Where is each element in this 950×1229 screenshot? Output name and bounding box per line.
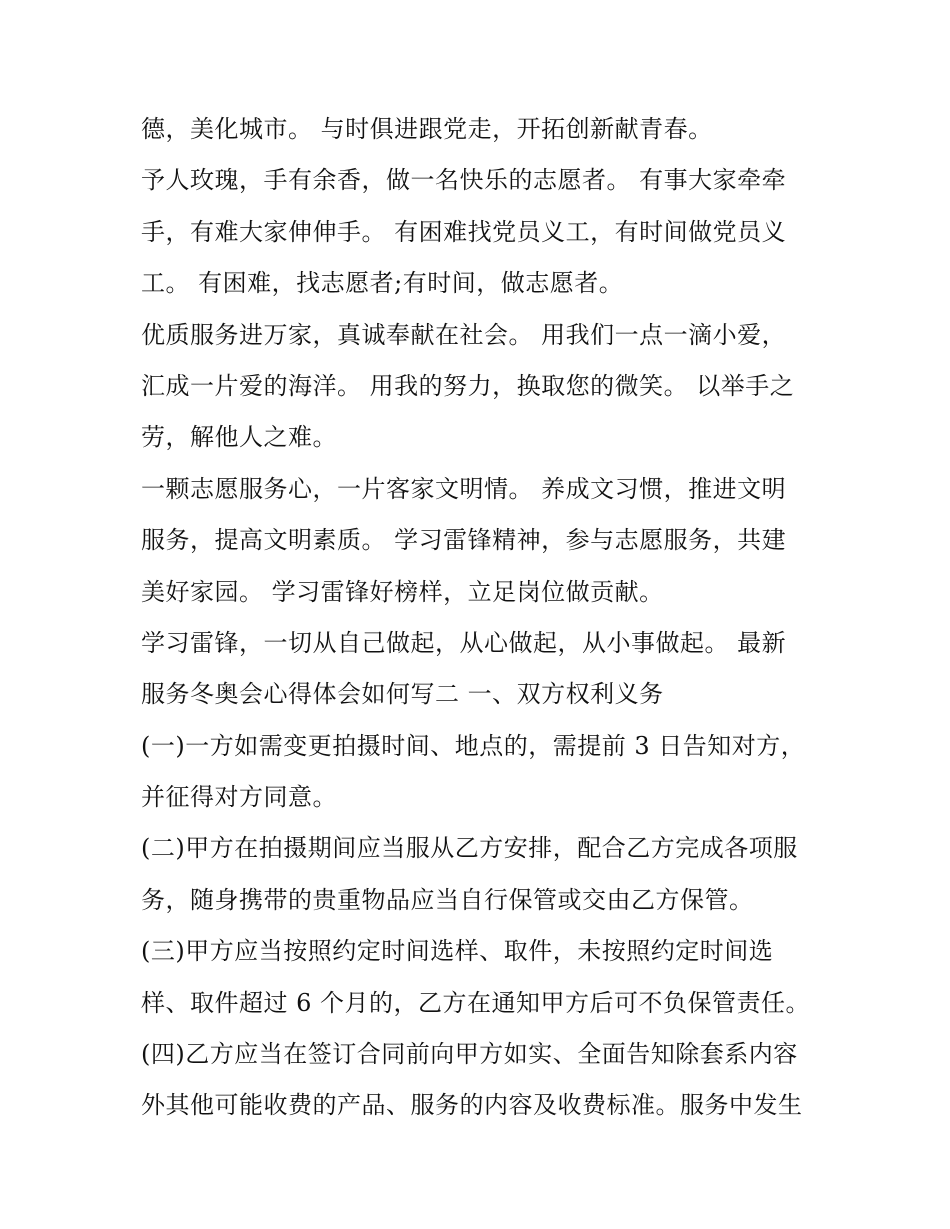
text-line: 德，美化城市。 与时俱进跟党走，开拓创新献青春。: [141, 115, 713, 143]
text-line: 学习雷锋，一切从自己做起，从心做起，从小事做起。 最新: [141, 628, 787, 657]
text-line: (二)甲方在拍摄期间应当服从乙方安排，配合乙方完成各项服: [141, 834, 798, 863]
text-line: 汇成一片爱的海洋。 用我的努力，换取您的微笑。 以举手之: [141, 371, 795, 400]
text-line: (四)乙方应当在签订合同前向甲方如实、全面告知除套系内容: [141, 1040, 798, 1069]
text-line: 服务，提高文明素质。 学习雷锋精神，参与志愿服务，共建: [141, 526, 787, 555]
text-line: (一)一方如需变更拍摄时间、地点的，需提前 3 日告知对方，: [141, 731, 806, 760]
text-line: 手，有难大家伸伸手。 有困难找党员义工，有时间做党员义: [141, 217, 787, 246]
document-body: [141, 104, 831, 1132]
text-line: 一颗志愿服务心，一片客家文明情。 养成文习惯，推进文明: [141, 474, 787, 503]
text-line: 美好家园。 学习雷锋好榜样，立足岗位做贡献。: [141, 577, 664, 606]
text-line: 样、取件超过 6 个月的，乙方在通知甲方后可不负保管责任。: [141, 988, 811, 1017]
text-line: 外其他可能收费的产品、服务的内容及收费标准。服务中发生: [141, 1091, 803, 1120]
text-line: (三)甲方应当按照约定时间选样、取件，未按照约定时间选: [141, 937, 774, 966]
text-line: 工。 有困难，找志愿者;有时间，做志愿者。: [141, 269, 624, 298]
text-line: 务，随身携带的贵重物品应当自行保管或交由乙方保管。: [141, 885, 754, 914]
text-line: 予人玫瑰，手有余香，做一名快乐的志愿者。 有事大家牵牵: [141, 166, 787, 195]
text-line: 并征得对方同意。: [141, 783, 337, 812]
text-line: 服务冬奥会心得体会如何写二 一、双方权利义务: [141, 680, 664, 709]
text-line: 优质服务进万家，真诚奉献在社会。 用我们一点一滴小爱，: [141, 320, 787, 349]
text-line: 劳，解他人之难。: [141, 423, 337, 452]
